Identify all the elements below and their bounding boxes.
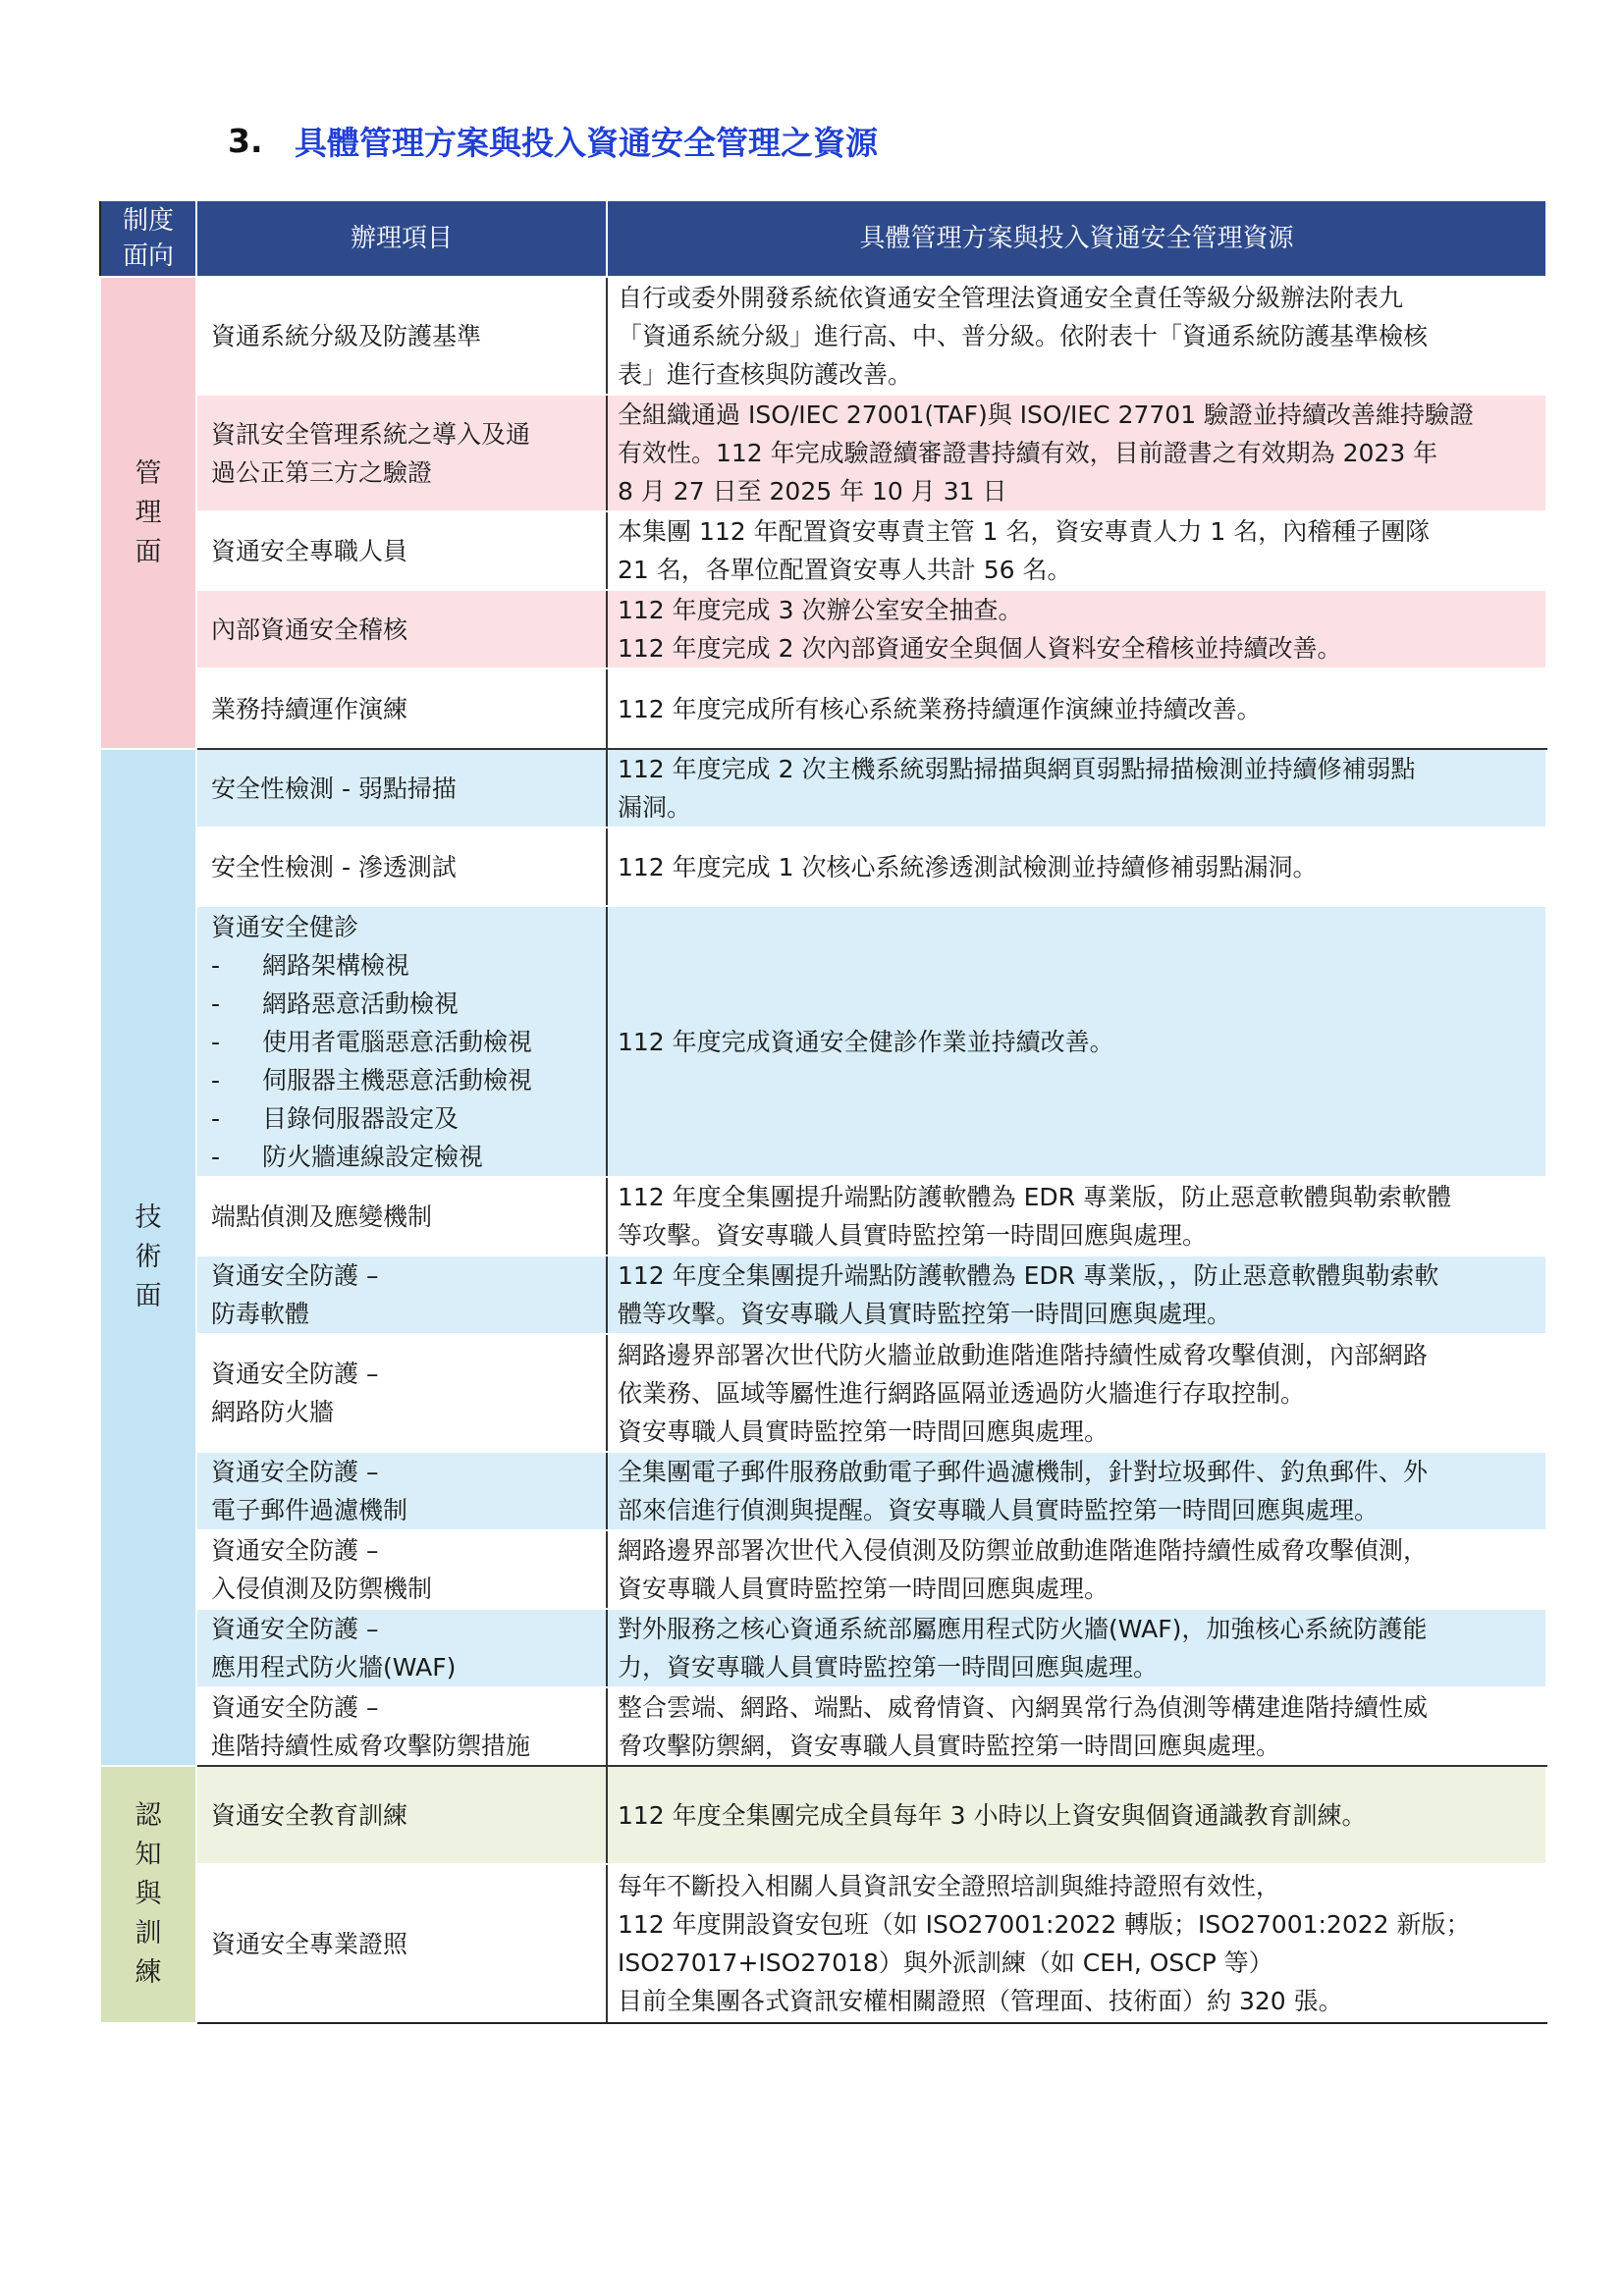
table-row	[100, 1864, 1546, 2023]
item-text: 資通安全專業證照	[211, 1929, 408, 1958]
description-cell	[607, 1609, 1546, 1687]
description-text: 112 年度開設資安包班（如 ISO27001:2022 轉版；ISO27001:2022 新版；	[618, 1910, 1471, 1939]
item-cell	[196, 1609, 607, 1687]
table-row	[100, 1609, 1546, 1687]
category-label: 技術面	[135, 1202, 162, 1311]
table-row	[100, 1334, 1546, 1452]
header-item: 辦理項目	[196, 200, 607, 277]
table-row	[100, 1255, 1546, 1334]
description-text: 整合雲端、網路、端點、威脅情資、內網異常行為偵測等構建進階持續性威	[618, 1693, 1429, 1722]
table-row	[100, 1766, 1546, 1864]
sub-item: - 使用者電腦惡意活動檢視	[211, 1027, 533, 1056]
description-cell	[607, 1452, 1546, 1530]
item-text: 內部資通安全稽核	[211, 614, 408, 644]
description-text: 目前全集團各式資訊安權相關證照（管理面、技術面）約 320 張。	[618, 1987, 1343, 2015]
description-text: ISO27017+ISO27018）與外派訓練（如 CEH, OSCP 等）	[618, 1949, 1273, 1977]
item-cell	[196, 1255, 607, 1334]
sub-item: - 網路架構檢視	[211, 950, 410, 980]
description-text: 資安專職人員實時監控第一時間回應與處理。	[618, 1575, 1110, 1603]
description-cell	[607, 1530, 1546, 1609]
description-text: 網路邊界部署次世代入侵偵測及防禦並啟動進階進階持續性威脅攻擊偵測，	[618, 1536, 1429, 1565]
item-text: 資通安全防護 –	[211, 1261, 379, 1290]
description-text: 每年不斷投入相關人員資訊安全證照培訓與維持證照有效性，	[618, 1872, 1281, 1900]
header-desc: 具體管理方案與投入資通安全管理資源	[607, 200, 1546, 277]
item-cell	[196, 1530, 607, 1609]
section-heading	[228, 116, 878, 165]
description-cell	[607, 1334, 1546, 1452]
item-text: 資通安全防護 –	[211, 1360, 379, 1388]
description-cell	[607, 395, 1546, 511]
description-text: 112 年度完成 3 次辦公室安全抽查。	[618, 596, 1023, 624]
description-text: 等攻擊。資安專職人員實時監控第一時間回應與處理。	[618, 1221, 1208, 1250]
description-cell	[607, 1766, 1546, 1864]
item-cell	[196, 668, 607, 749]
description-text: 網路邊界部署次世代防火牆並啟動進階進階持續性威脅攻擊偵測，內部網路	[618, 1340, 1429, 1369]
item-cell	[196, 395, 607, 511]
description-text: 有效性。112 年完成驗證續審證書持續有效，目前證書之有效期為 2023 年	[618, 439, 1438, 467]
table-row	[100, 511, 1546, 590]
item-cell	[196, 1687, 607, 1766]
resource-table	[99, 199, 1547, 2024]
description-text: 112 年度全集團提升端點防護軟體為 EDR 專業版，，防止惡意軟體與勒索軟	[618, 1261, 1439, 1290]
description-cell	[607, 1177, 1546, 1255]
description-text: 112 年度完成資通安全健診作業並持續改善。	[618, 1027, 1114, 1056]
table-row	[100, 1687, 1546, 1766]
item-text: 應用程式防火牆(WAF)	[211, 1653, 457, 1682]
header-category: 制度 面向	[100, 200, 196, 277]
item-cell	[196, 906, 607, 1177]
table-header-row	[100, 200, 1546, 277]
description-text: 力，資安專職人員實時監控第一時間回應與處理。	[618, 1653, 1159, 1682]
description-cell	[607, 828, 1546, 906]
description-text: 自行或委外開發系統依資通安全管理法資通安全責任等級分級辦法附表九	[618, 283, 1404, 312]
description-text: 112 年度完成 1 次核心系統滲透測試檢測並持續修補弱點漏洞。	[618, 852, 1318, 881]
description-text: 112 年度全集團提升端點防護軟體為 EDR 專業版，防止惡意軟體與勒索軟體	[618, 1183, 1451, 1211]
description-text: 表」進行查核與防護改善。	[618, 359, 913, 389]
description-cell	[607, 511, 1546, 590]
item-cell	[196, 828, 607, 906]
category-label: 認知與訓練	[135, 1800, 162, 1988]
item-text: 入侵偵測及防禦機制	[211, 1575, 433, 1603]
item-text: 資通安全防護 –	[211, 1458, 379, 1486]
description-cell	[607, 277, 1546, 395]
item-text: 進階持續性威脅攻擊防禦措施	[211, 1732, 531, 1760]
description-text: 112 年度完成 2 次內部資通安全與個人資料安全稽核並持續改善。	[618, 634, 1342, 663]
item-text: 安全性檢測 - 滲透測試	[211, 852, 457, 881]
description-text: 112 年度完成 2 次主機系統弱點掃描與網頁弱點掃描檢測並持續修補弱點	[618, 755, 1416, 783]
description-text: 「資通系統分級」進行高、中、普分級。依附表十「資通系統防護基準檢核	[618, 321, 1429, 350]
table-row	[100, 1177, 1546, 1255]
description-cell	[607, 1255, 1546, 1334]
table-row	[100, 1452, 1546, 1530]
description-text: 全集團電子郵件服務啟動電子郵件過濾機制，針對垃圾郵件、釣魚郵件、外	[618, 1458, 1429, 1486]
item-text: 電子郵件過濾機制	[211, 1496, 408, 1524]
item-text: 業務持續運作演練	[211, 694, 408, 723]
item-text: 端點偵測及應變機制	[211, 1201, 433, 1231]
item-cell	[196, 1864, 607, 2023]
category-cell-awareness	[100, 1766, 196, 2023]
category-label: 管理面	[135, 457, 162, 567]
sub-item: - 目錄伺服器設定及	[211, 1103, 460, 1133]
item-text: 資通安全教育訓練	[211, 1800, 408, 1830]
description-text: 112 年度全集團完成全員每年 3 小時以上資安與個資通識教育訓練。	[618, 1800, 1367, 1830]
description-cell	[607, 1687, 1546, 1766]
item-text: 防毒軟體	[211, 1300, 310, 1328]
description-text: 本集團 112 年配置資安專責主管 1 名，資安專責人力 1 名，內稽種子團隊	[618, 517, 1431, 546]
table-row	[100, 1530, 1546, 1609]
table-row	[100, 668, 1546, 749]
description-text: 依業務、區域等屬性進行網路區隔並透過防火牆進行存取控制。	[618, 1378, 1306, 1408]
category-cell-technical	[100, 749, 196, 1766]
item-text: 網路防火牆	[211, 1398, 335, 1426]
item-text: 資通安全防護 –	[211, 1615, 379, 1643]
description-cell	[607, 749, 1546, 828]
description-text: 全組織通過 ISO/IEC 27001(TAF)與 ISO/IEC 27701 驗證並持續改善維持驗證	[618, 400, 1475, 429]
sub-item: - 伺服器主機惡意活動檢視	[211, 1065, 533, 1095]
description-cell	[607, 590, 1546, 668]
sub-item: - 網路惡意活動檢視	[211, 988, 460, 1018]
description-text: 8 月 27 日至 2025 年 10 月 31 日	[618, 477, 1007, 506]
table-row	[100, 395, 1546, 511]
item-text: 資通安全健診	[211, 912, 359, 941]
description-text: 21 名，各單位配置資安專人共計 56 名。	[618, 556, 1072, 584]
description-text: 112 年度完成所有核心系統業務持續運作演練並持續改善。	[618, 694, 1262, 723]
description-cell	[607, 906, 1546, 1177]
table-row	[100, 906, 1546, 1177]
sub-item: - 防火牆連線設定檢視	[211, 1142, 484, 1171]
item-text: 資通安全防護 –	[211, 1536, 379, 1565]
table-row	[100, 277, 1546, 395]
item-text: 資通安全專職人員	[211, 536, 408, 565]
section-number: 3.	[228, 121, 263, 160]
item-cell	[196, 1766, 607, 1864]
description-text: 脅攻擊防禦網，資安專職人員實時監控第一時間回應與處理。	[618, 1732, 1281, 1760]
item-cell	[196, 511, 607, 590]
table-row	[100, 590, 1546, 668]
item-cell	[196, 1334, 607, 1452]
item-text: 資通安全防護 –	[211, 1693, 379, 1722]
category-cell-management	[100, 277, 196, 749]
item-cell	[196, 590, 607, 668]
description-text: 資安專職人員實時監控第一時間回應與處理。	[618, 1416, 1110, 1446]
item-text: 安全性檢測 - 弱點掃描	[211, 774, 457, 803]
description-cell	[607, 668, 1546, 749]
description-text: 漏洞。	[618, 793, 692, 822]
description-text: 體等攻擊。資安專職人員實時監控第一時間回應與處理。	[618, 1300, 1232, 1328]
section-title: 具體管理方案與投入資通安全管理之資源	[295, 123, 878, 162]
description-text: 對外服務之核心資通系統部屬應用程式防火牆(WAF)，加強核心系統防護能	[618, 1615, 1428, 1643]
description-cell	[607, 1864, 1546, 2023]
item-text: 資通系統分級及防護基準	[211, 321, 482, 350]
table-row	[100, 749, 1546, 828]
item-cell	[196, 277, 607, 395]
table-row	[100, 828, 1546, 906]
item-text: 過公正第三方之驗證	[211, 457, 433, 487]
item-text: 資訊安全管理系統之導入及通	[211, 419, 531, 449]
item-cell	[196, 1452, 607, 1530]
item-cell	[196, 1177, 607, 1255]
description-text: 部來信進行偵測與提醒。資安專職人員實時監控第一時間回應與處理。	[618, 1496, 1380, 1524]
item-cell	[196, 749, 607, 828]
